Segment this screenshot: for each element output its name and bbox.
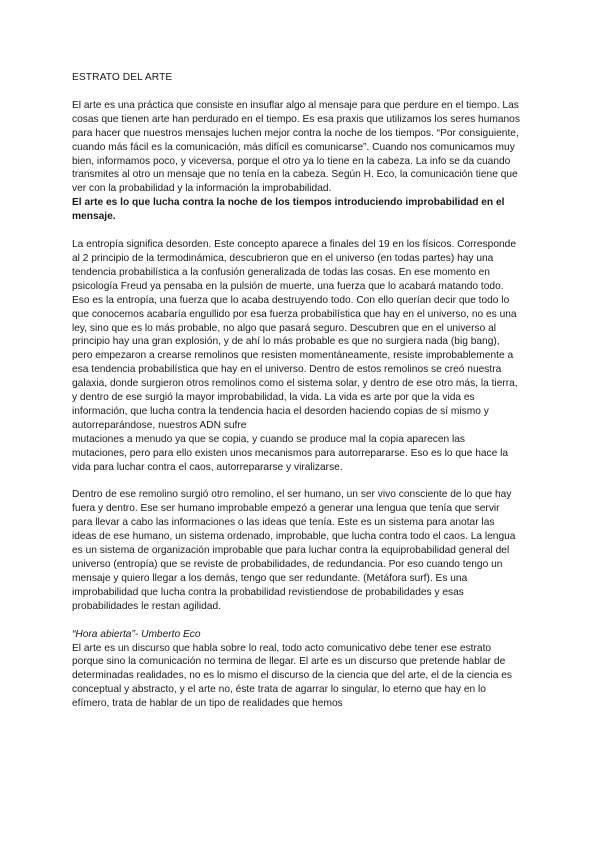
- paragraph-human-language: Dentro de ese remolino surgió otro remolino, el ser humano, un ser vivo consciente de lo que hay fuera y dentro. Ese ser humano improbable empezó a generar una lengua que tenía que servir para llevar a cabo las informaciones o las ideas que tenía. Este es un sistema para anotar las ideas de ese humano, un sistema ordenado, improbable, que lucha contra todo el caos. La lengua es un sistema de organización improbable que para luchar contra la equiprobabilidad general del universo (entropía) que se reviste de probabilidades, de redundancia. Por eso cuando tengo un mensaje y quiero llegar a los demás, tengo que ser redundante. (Metáfora surf). Es una improbabilidad que lucha contra la probabilidad revistiendose de probabilidades y esas probabilidades le restan agilidad.: [72, 489, 516, 612]
- paragraph-art-discourse: El arte es un discurso que habla sobre lo real, todo acto comunicativo debe tener ese estrato porque sino la comunicación no termina de llegar. El arte es un discurso que pretende hablar de determinadas realidades, no es lo mismo el discurso de la ciencia que del arte, el de la ciencia es conceptual y abstracto, y el arte no, éste trata de agarrar lo singular, lo eterno que hay en lo efímero, trata de hablar de un tipo de realidades que hemos: [72, 642, 513, 710]
- paragraph-entropy: La entropía significa desorden. Este concepto aparece a finales del 19 en los físicos. Corresponde al 2 principio de la termodinámica, descubrieron que en el universo (en todas partes) hay una tendencia probabilística a la confusión generalizada de todas las cosas. En ese momento en psicología Freud ya pensaba en la pulsión de muerte, una fuerza que lo acabará matando todo. Eso es la entropía, una fuerza que lo acaba destruyendo todo. Con ello querían decir que todo lo que conocemos acabaría engullido por esa fuerza probabilística que hay en el universo, no es una ley, sino que es lo más probable, no algo que pasará seguro. Descubren que en el universo al principio hay una gran explosión, y de ahí lo más probable es que no surgiera nada (big bang), pero empezaron a crearse remolinos que resisten momentáneamente, resiste improbablemente a esa tendencia probabilística que hay en el universo. Dentro de estos remolinos se creó nuestra galaxia, donde surgieron otros remolinos como el sistema solar, y dentro de ese otro más, la tierra, y dentro de ese surgió la mayor improbabilidad, la vida. La vida es arte por que la vida es información, que lucha contra la tendencia hacia el desorden haciendo copias de sí mismo y autorreparándose, nuestros ADN sufre: [72, 239, 518, 431]
- citation-separator: -: [134, 628, 142, 640]
- citation-work: “Hora abierta”: [72, 628, 135, 640]
- paragraph-intro: El arte es una práctica que consiste en insuflar algo al mensaje para que perdure en el tiempo. Las cosas que tienen arte han perdurado en el tiempo. Es esa praxis que utilizamos los seres humanos para hacer que nuestros mensajes luchen mejor contra la noche de los tiempos. “Por consiguiente, cuando más fácil es la comunicación, más difícil es comunicarse”. Cuando nos comunicamos muy bien, informamos poco, y viceversa, porque el otro ya lo tiene en la cabeza. La info se da cuando transmites al otro un mensaje que no tenía en la cabeza. Según H. Eco, la comunicación tiene que ver con la probabilidad y la información la improbabilidad.: [72, 99, 520, 195]
- document-title: ESTRATO DEL ARTE: [72, 72, 173, 83]
- document-page: [72, 71, 520, 711]
- paragraph-thesis-bold: El arte es lo que lucha contra la noche de los tiempos introduciendo improbabilidad en el mensaje.: [72, 197, 505, 223]
- paragraph-mutations: mutaciones a menudo ya que se copia, y cuando se produce mal la copia aparecen las mutaciones, pero para ello existen unos mecanismos para autorrepararse. Eso es lo que hace la vida para luchar contra el caos, autorrepararse y viralizarse.: [72, 433, 509, 473]
- citation-author: Umberto Eco: [141, 628, 201, 640]
- citation-line: [72, 628, 520, 642]
